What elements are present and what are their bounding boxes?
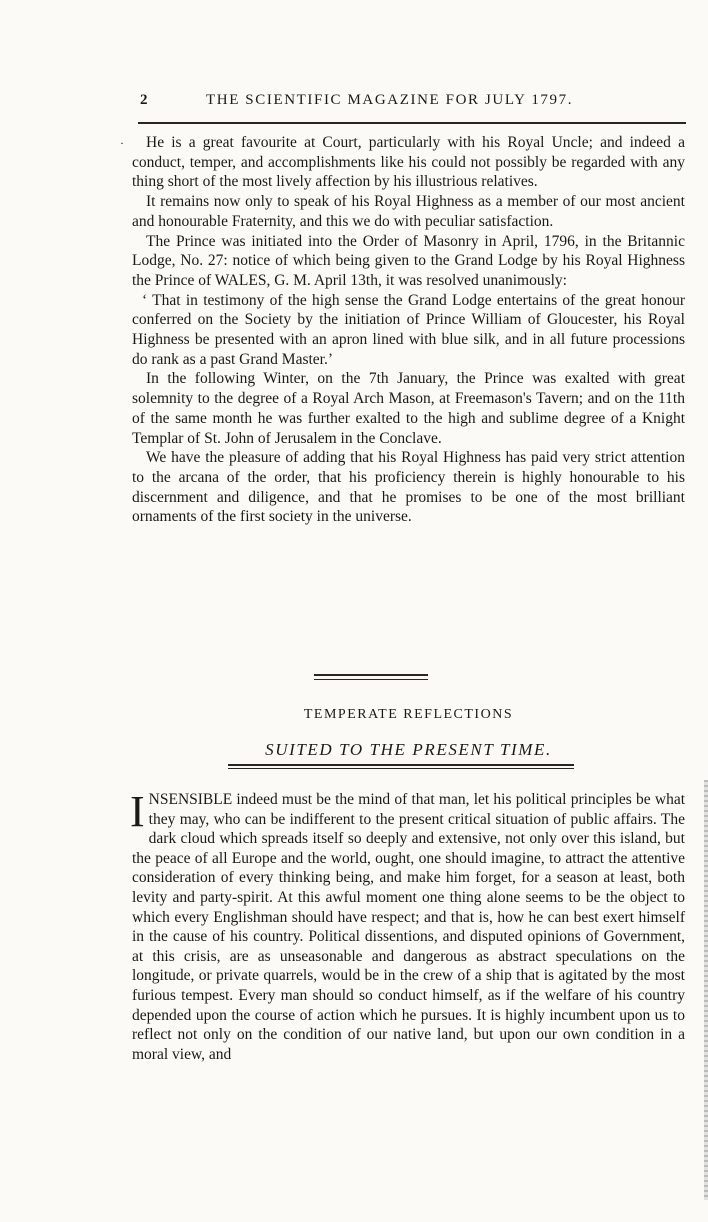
paragraph-2: It remains now only to speak of his Royal Highness as a member of our most ancient and honourable Fraternity, and this we do with peculiar satisfaction. xyxy=(132,193,685,230)
subtitle-rule xyxy=(228,764,574,766)
margin-mark: · xyxy=(120,136,124,150)
paragraph-6: We have the pleasure of adding that his Royal Highness has paid very strict attention to the arcana of the order, that his proficiency therein is highly honourable to his discernment and diligence, and that he promises to be one of the most brilliant ornaments of the first society in the universe. xyxy=(132,449,685,526)
divider-rule-bottom xyxy=(314,679,428,680)
section-title: TEMPERATE REFLECTIONS xyxy=(303,707,514,722)
paragraph-5: In the following Winter, on the 7th January, the Prince was exalted with great solemnity to the degree of a Royal Arch Mason, at Freemason's Tavern; and on the 11th of the same month he was further exalted to the high and sublime degree of a Knight Templar of St. John of Jerusalem in the Conclave. xyxy=(132,370,685,447)
essay-paragraph xyxy=(130,787,685,1064)
drop-cap: I xyxy=(130,787,145,836)
header-title: THE SCIENTIFIC MAGAZINE FOR JULY 1797. xyxy=(206,92,574,108)
page-number: 2 xyxy=(140,92,150,108)
essay-text: NSENSIBLE indeed must be the mind of that man, let his political principles be what they may, who can be indifferent to the present critical situation of public affairs. The dark cloud which spreads itself so deeply and extensive, not only over this island, but the peace of all Europe and the world, ought, one should imagine, to attract the attentive consideration of every thinking being, and make him forget, for a season at least, both levity and party-spirit. At this awful moment one thing alone seems to be the object to which every Englishman should have respect; and that is, how he can best exert himself in the cause of his country. Political dissentions, and disputed opinions of Government, at this crisis, are as unseasonable and dangerous as abstract speculations on the longitude, or private quarrels, would be in the crew of a ship that is agitated by the most furious tempest. Every man should so conduct himself, as if the welfare of his country depended upon the course of action which he pursues. It is highly incumbent upon us to reflect not only on the condition of our native land, but upon our own condition in a moral view, and xyxy=(132,791,685,1063)
subtitle-rule-thin xyxy=(228,768,574,769)
section-subtitle: SUITED TO THE PRESENT TIME. xyxy=(265,740,552,759)
paragraph-1: He is a great favourite at Court, particularly with his Royal Uncle; and indeed a conduct, temper, and accomplishments like his could not possibly be regarded with any thing short of the most lively affection by his illustrious relatives. xyxy=(132,134,685,191)
article-continuation xyxy=(132,133,685,527)
essay-body xyxy=(130,787,685,1064)
header-rule xyxy=(138,122,686,124)
paragraph-3: The Prince was initiated into the Order of Masonry in April, 1796, in the Britannic Lodge, No. 27: notice of which being given to the Grand Lodge by his Royal Highness the Prince of WALES, G. M. April 13th, it was resolved unanimously: xyxy=(132,232,685,289)
divider-rule-top xyxy=(314,674,428,676)
paragraph-4-quote: ‘ That in testimony of the high sense the Grand Lodge entertains of the great honour conferred on the Society by the initiation of Prince William of Gloucester, his Royal Highness be presented with an apron lined with blue silk, and in all future processions do rank as a past Grand Master.’ xyxy=(132,291,685,368)
page-edge-shadow xyxy=(704,780,708,1200)
